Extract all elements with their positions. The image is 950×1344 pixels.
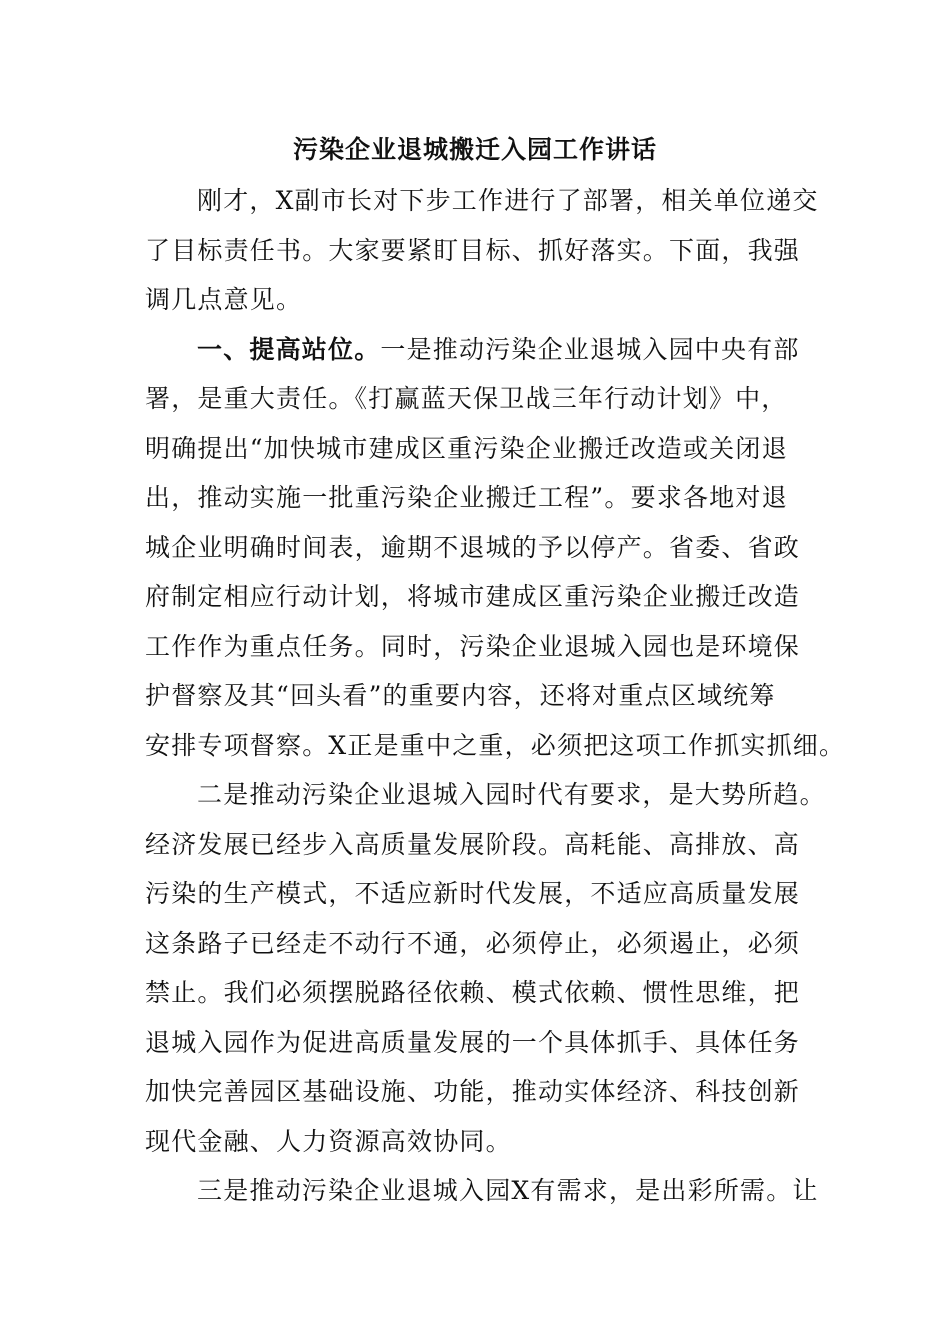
line-text: 府制定相应行动计划，将城市建成区重污染企业搬迁改造: [145, 582, 801, 611]
text-line: [145, 572, 810, 622]
line-text: 明确提出“加快城市建成区重污染企业搬迁改造或关闭退: [145, 433, 788, 463]
line-text: 出，推动实施一批重污染企业搬迁工程”。要求各地对退: [145, 483, 788, 512]
document-title: 污染企业退城搬迁入园工作讲话: [292, 135, 657, 164]
line-text: 三是推动污染企业退城入园X有需求，是出彩所需。让: [197, 1176, 819, 1205]
line-text: 二是推动污染企业退城入园时代有要求，是大势所趋。: [197, 780, 826, 809]
text-line: [145, 424, 810, 474]
line-text: 禁止。我们必须摆脱路径依赖、模式依赖、惯性思维，把: [145, 978, 801, 1007]
line-text: 了目标责任书。大家要紧盯目标、抓好落实。下面，我强: [145, 235, 801, 265]
line-text: 经济发展已经步入高质量发展阶段。高耗能、高排放、高: [145, 829, 801, 859]
line-text: 调几点意见。: [145, 285, 303, 314]
line-text: 刚才，X副市长对下步工作进行了部署，相关单位递交: [197, 186, 819, 215]
text-line: [145, 721, 846, 771]
line-text: 工作作为重点任务。同时，污染企业退城入园也是环境保: [145, 631, 801, 661]
text-line: [145, 1018, 810, 1068]
text-line: [145, 1067, 810, 1117]
text-line: [145, 622, 810, 672]
line-text: 这条路子已经走不动行不通，必须停止，必须遏止，必须: [145, 928, 801, 958]
section-heading: 一、提高站位。: [197, 334, 381, 364]
text-line: [145, 1117, 810, 1167]
line-text: 署，是重大责任。《打赢蓝天保卫战三年行动计划》中，: [145, 384, 788, 413]
text-line: [145, 325, 810, 375]
text-line: [145, 1166, 819, 1216]
line-text: 城企业明确时间表，逾期不退城的予以停产。省委、省政: [145, 532, 801, 562]
text-line: [145, 523, 810, 573]
text-line: [145, 671, 810, 721]
text-line: [145, 770, 826, 820]
text-line: [145, 226, 810, 276]
text-line: [145, 919, 810, 969]
text-line: [145, 176, 819, 226]
line-text: 退城入园作为促进高质量发展的一个具体抓手、具体任务: [145, 1027, 801, 1057]
line-text: 护督察及其“回头看”的重要内容，还将对重点区域统筹: [145, 681, 776, 710]
text-line: [145, 473, 810, 523]
line-text: 加快完善园区基础设施、功能，推动实体经济、科技创新: [145, 1077, 801, 1106]
line-text: 安排专项督察。X正是重中之重，必须把这项工作抓实抓细。: [145, 730, 846, 760]
line-text: 污染的生产模式，不适应新时代发展，不适应高质量发展: [145, 879, 801, 908]
text-line: [145, 968, 810, 1018]
text-line: [145, 374, 810, 424]
text-line: [145, 275, 810, 325]
line-text: 现代金融、人力资源高效协同。: [145, 1126, 512, 1156]
line-text: 一是推动污染企业退城入园中央有部: [380, 334, 800, 364]
document-body: [145, 176, 846, 1216]
text-line: [145, 820, 810, 870]
text-line: [145, 869, 810, 919]
